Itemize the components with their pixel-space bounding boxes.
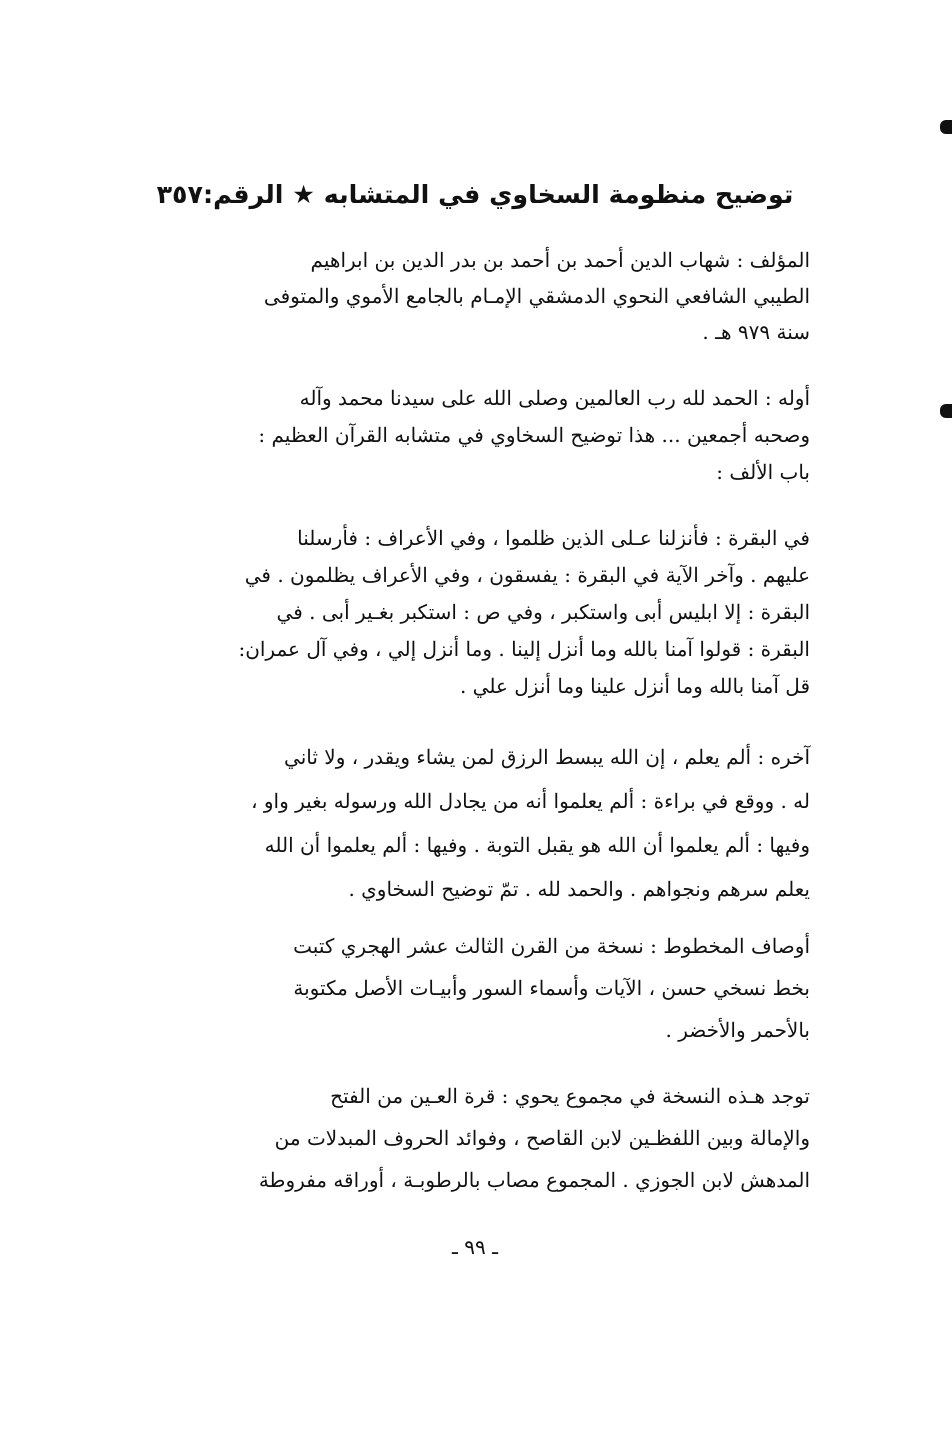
page-edge-mark [940, 404, 952, 418]
text-line: أوصاف المخطوط : نسخة من القرن الثالث عشر الهجري كتبت [293, 934, 810, 958]
page-number: ـ ٩٩ ـ [452, 1235, 498, 1259]
page-edge-mark [940, 120, 952, 134]
content-paragraph [150, 520, 810, 705]
text-line: الطيبي الشافعي النحوي الدمشقي الإمـام بالجامع الأموي والمتوفى [263, 284, 810, 308]
text-line: المدهش لابن الجوزي . المجموع مصاب بالرطوبـة ، أوراقه مفروطة [258, 1168, 810, 1192]
text-line: له . ووقع في براءة : ألم يعلموا أنه من يجادل الله ورسوله بغير واو ، [251, 789, 810, 813]
text-line: المؤلف : شهاب الدين أحمد بن أحمد بن بدر الدين بن ابراهيم [310, 248, 810, 272]
text-line: قل آمنا بالله وما أنزل علينا وما أنزل علي . [459, 674, 810, 698]
collection-paragraph [150, 1075, 810, 1201]
text-line: بخط نسخي حسن ، الآيات وأسماء السور وأبيـات الأصل مكتوبة [293, 976, 810, 1000]
author-paragraph [150, 242, 810, 350]
text-line: البقرة : إلا ابليس أبى واستكبر ، وفي ص : استكبر بغـير أبى . في [276, 600, 810, 624]
text-line: أوله : الحمد لله رب العالمين وصلى الله على سيدنا محمد وآله [299, 386, 810, 410]
text-line: توجد هـذه النسخة في مجموع يحوي : قرة العـين من الفتح [330, 1084, 810, 1108]
text-line: وصحبه أجمعين ... هذا توضيح السخاوي في متشابه القرآن العظيم : [258, 423, 810, 447]
text-line: البقرة : قولوا آمنا بالله وما أنزل إلينا . وما أنزل إلي ، وفي آل عمران: [238, 637, 810, 661]
text-line: سنة ٩٧٩ هـ . [702, 320, 810, 344]
text-line: والإمالة وبين اللفظـين لابن القاصح ، وفوائد الحروف المبدلات من [274, 1126, 810, 1150]
page-title: توضيح منظومة السخاوي في المتشابه ★ الرقم:٣٥٧ [156, 179, 794, 209]
text-line: وفيها : ألم يعلموا أن الله هو يقبل التوبة . وفيها : ألم يعلموا أن الله [264, 833, 810, 857]
manuscript-description-paragraph [150, 925, 810, 1051]
text-line: يعلم سرهم ونجواهم . والحمد لله . تمّ توضيح السخاوي . [348, 877, 810, 901]
opening-paragraph [150, 380, 810, 491]
text-line: باب الألف : [716, 460, 810, 484]
text-line: بالأحمر والأخضر . [665, 1018, 810, 1042]
text-line: عليهم . وآخر الآية في البقرة : يفسقون ، وفي الأعراف يظلمون . في [244, 563, 810, 587]
ending-paragraph [150, 735, 810, 911]
text-line: آخره : ألم يعلم ، إن الله يبسط الرزق لمن يشاء ويقدر ، ولا ثاني [284, 745, 810, 769]
text-line: في البقرة : فأنزلنا عـلى الذين ظلموا ، وفي الأعراف : فأرسلنا [297, 526, 810, 550]
